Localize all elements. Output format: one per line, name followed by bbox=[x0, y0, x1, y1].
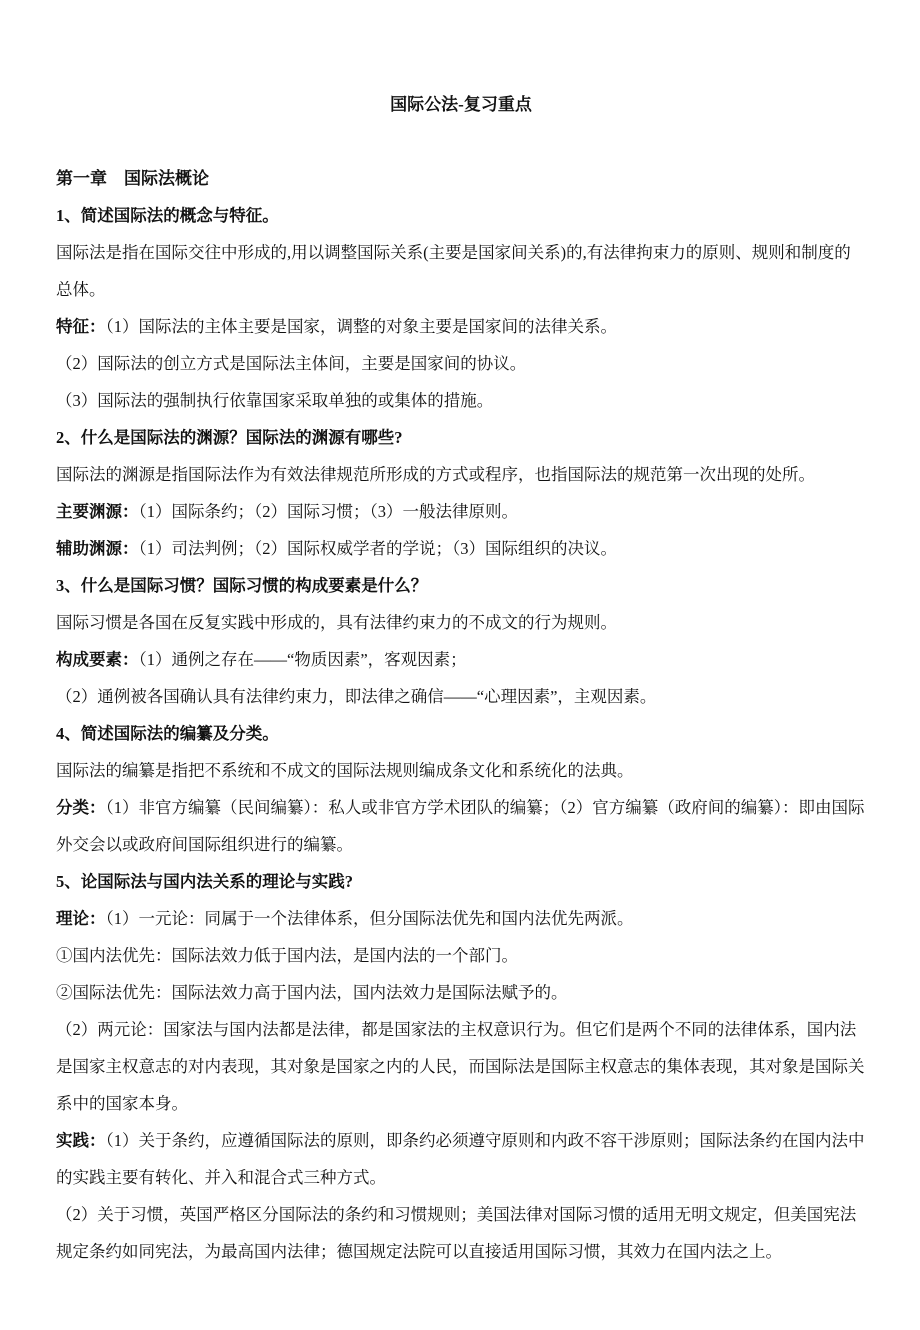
answer-text: 国际习惯是各国在反复实践中形成的，具有法律约束力的不成文的行为规则。 bbox=[56, 613, 617, 632]
answer-paragraph bbox=[56, 456, 866, 493]
answer-paragraph bbox=[56, 789, 866, 863]
qa-item-5 bbox=[56, 863, 866, 1270]
answer-text: （2）通例被各国确认具有法律约束力，即法律之确信——“心理因素”，主观因素。 bbox=[56, 687, 657, 706]
answer-paragraph bbox=[56, 345, 866, 382]
answer-text: （2）关于习惯，英国严格区分国际法的条约和习惯规则；美国法律对国际习惯的适用无明文规定，但美国宪法规定条约如同宪法，为最高国内法律；德国规定法院可以直接适用国际习惯，其效力在国内法之上。 bbox=[56, 1205, 857, 1261]
answer-paragraph bbox=[56, 900, 866, 937]
answer-text: （1）关于条约，应遵循国际法的原则，即条约必须遵守原则和内政不容干涉原则；国际法条约在国内法中的实践主要有转化、并入和混合式三种方式。 bbox=[56, 1131, 865, 1187]
answer-paragraph bbox=[56, 1011, 866, 1122]
answer-lead: 理论： bbox=[56, 909, 106, 928]
answer-text: （1）司法判例；（2）国际权威学者的学说；（3）国际组织的决议。 bbox=[138, 539, 617, 558]
answer-text: 国际法是指在国际交往中形成的,用以调整国际关系(主要是国家间关系)的,有法律拘束力的原则、规则和制度的总体。 bbox=[56, 243, 851, 299]
answer-text: （1）通例之存在——“物质因素”，客观因素； bbox=[138, 650, 467, 669]
answer-paragraph bbox=[56, 234, 866, 308]
answer-text: （2）国际法的创立方式是国际法主体间，主要是国家间的协议。 bbox=[56, 354, 527, 373]
answer-lead: 辅助渊源： bbox=[56, 539, 139, 558]
question-5: 5、论国际法与国内法关系的理论与实践? bbox=[56, 872, 353, 891]
question-4: 4、简述国际法的编纂及分类。 bbox=[56, 724, 279, 743]
question-2: 2、什么是国际法的渊源？国际法的渊源有哪些? bbox=[56, 428, 403, 447]
answer-text: （1）国际法的主体主要是国家，调整的对象主要是国家间的法律关系。 bbox=[105, 317, 617, 336]
qa-item-1 bbox=[56, 197, 866, 419]
question-3: 3、什么是国际习惯？国际习惯的构成要素是什么？ bbox=[56, 576, 428, 595]
answer-paragraph bbox=[56, 308, 866, 345]
answer-paragraph bbox=[56, 493, 866, 530]
qa-item-4 bbox=[56, 715, 866, 863]
answer-paragraph bbox=[56, 752, 866, 789]
answer-paragraph bbox=[56, 937, 866, 974]
answer-text: （3）国际法的强制执行依靠国家采取单独的或集体的措施。 bbox=[56, 391, 494, 410]
answer-text: ②国际法优先：国际法效力高于国内法，国内法效力是国际法赋予的。 bbox=[56, 983, 568, 1002]
answer-paragraph bbox=[56, 604, 866, 641]
answer-text: （2）两元论：国家法与国内法都是法律，都是国家法的主权意识行为。但它们是两个不同的法律体系，国内法是国家主权意志的对内表现，其对象是国家之内的人民，而国际法是国际主权意志的集体表现，其对象是国际关系中的国家本身。 bbox=[56, 1020, 865, 1113]
answer-paragraph bbox=[56, 1122, 866, 1196]
answer-text: 国际法的编纂是指把不系统和不成文的国际法规则编成条文化和系统化的法典。 bbox=[56, 761, 634, 780]
answer-paragraph bbox=[56, 974, 866, 1011]
answer-paragraph bbox=[56, 641, 866, 678]
answer-lead: 实践： bbox=[56, 1131, 106, 1150]
chapter-heading: 第一章 国际法概论 bbox=[56, 169, 209, 188]
answer-text: 国际法的渊源是指国际法作为有效法律规范所形成的方式或程序，也指国际法的规范第一次出现的处所。 bbox=[56, 465, 815, 484]
answer-lead: 主要渊源： bbox=[56, 502, 139, 521]
answer-lead: 特征： bbox=[56, 317, 106, 336]
answer-text: （1）一元论：同属于一个法律体系，但分国际法优先和国内法优先两派。 bbox=[105, 909, 634, 928]
answer-paragraph bbox=[56, 678, 866, 715]
qa-item-2 bbox=[56, 419, 866, 567]
document-title: 国际公法-复习重点 bbox=[390, 95, 532, 114]
answer-lead: 构成要素： bbox=[56, 650, 139, 669]
question-1: 1、简述国际法的概念与特征。 bbox=[56, 206, 279, 225]
qa-item-3 bbox=[56, 567, 866, 715]
answer-lead: 分类： bbox=[56, 798, 106, 817]
answer-text: ①国内法优先：国际法效力低于国内法，是国内法的一个部门。 bbox=[56, 946, 518, 965]
answer-paragraph bbox=[56, 1196, 866, 1270]
answer-text: （1）国际条约；（2）国际习惯；（3）一般法律原则。 bbox=[138, 502, 518, 521]
answer-text: （1）非官方编纂（民间编纂）：私人或非官方学术团队的编纂；（2）官方编纂（政府间的编纂）：即由国际外交会以或政府间国际组织进行的编纂。 bbox=[56, 798, 865, 854]
answer-paragraph bbox=[56, 530, 866, 567]
answer-paragraph bbox=[56, 382, 866, 419]
